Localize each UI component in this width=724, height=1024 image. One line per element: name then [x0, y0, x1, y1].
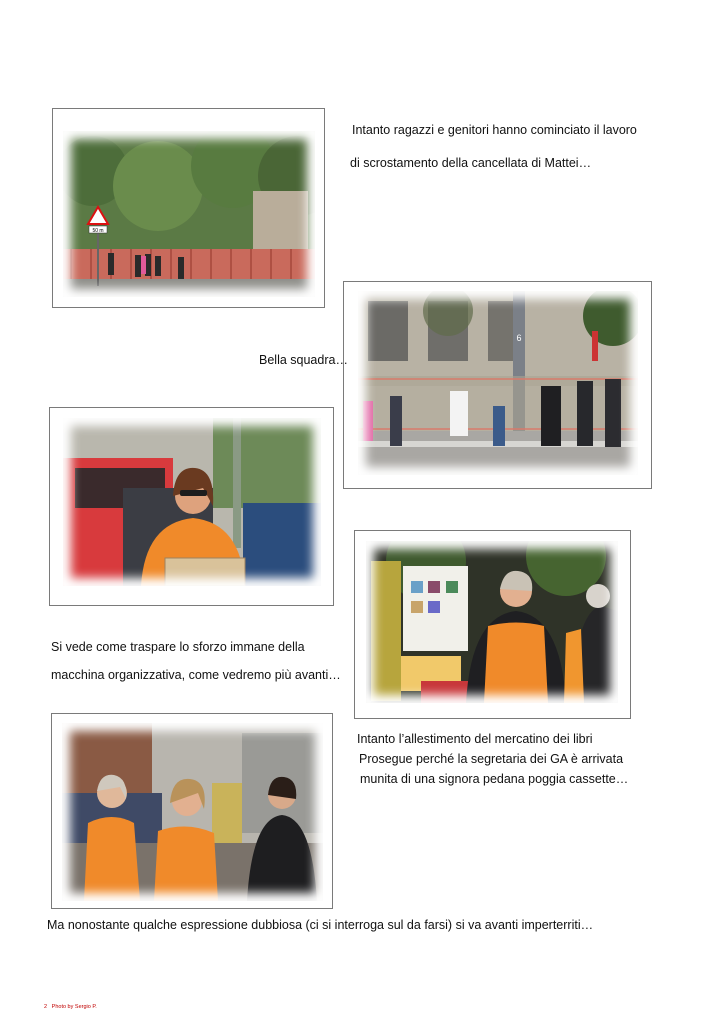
- caption-4-line-3: munita di una signora pedana poggia cassette…: [360, 772, 629, 786]
- sign-distance-text: 50 m: [92, 228, 104, 234]
- caption-1-line-2: di scrostamento della cancellata di Mattei…: [350, 156, 592, 170]
- caption-1-line-1: Intanto ragazzi e genitori hanno cominciato il lavoro: [352, 123, 637, 137]
- page-number: 2: [44, 1004, 48, 1010]
- photo-frame-4: [354, 530, 631, 719]
- photo-frame-5: [51, 713, 333, 909]
- caption-3-line-1: Si vede come traspare lo sforzo immane della: [51, 640, 305, 654]
- photo-woman-box: [63, 418, 321, 586]
- page-footer: [44, 1004, 97, 1010]
- caption-5: Ma nonostante qualche espressione dubbiosa (ci si interroga sul da farsi) si va avanti imperterriti…: [47, 918, 594, 932]
- caption-3-line-2: macchina organizzativa, come vedremo più avanti…: [51, 668, 341, 682]
- caption-4-line-1: Intanto l’allestimento del mercatino dei libri: [357, 732, 593, 746]
- photo-credit: Photo by Sergio P.: [51, 1004, 97, 1010]
- photo-three-women: [62, 723, 323, 901]
- photo-frame-1: [52, 108, 325, 308]
- caption-4-line-2: Prosegue perché la segretaria dei GA è arrivata: [359, 752, 624, 766]
- pole-number-text: 6: [516, 333, 522, 343]
- photo-book-market: [366, 541, 618, 703]
- caption-2: Bella squadra…: [259, 353, 348, 367]
- photo-frame-2: [343, 281, 652, 489]
- photo-frame-3: [49, 407, 334, 606]
- photo-team-building: [358, 291, 638, 475]
- photo-school-fence: [63, 131, 315, 297]
